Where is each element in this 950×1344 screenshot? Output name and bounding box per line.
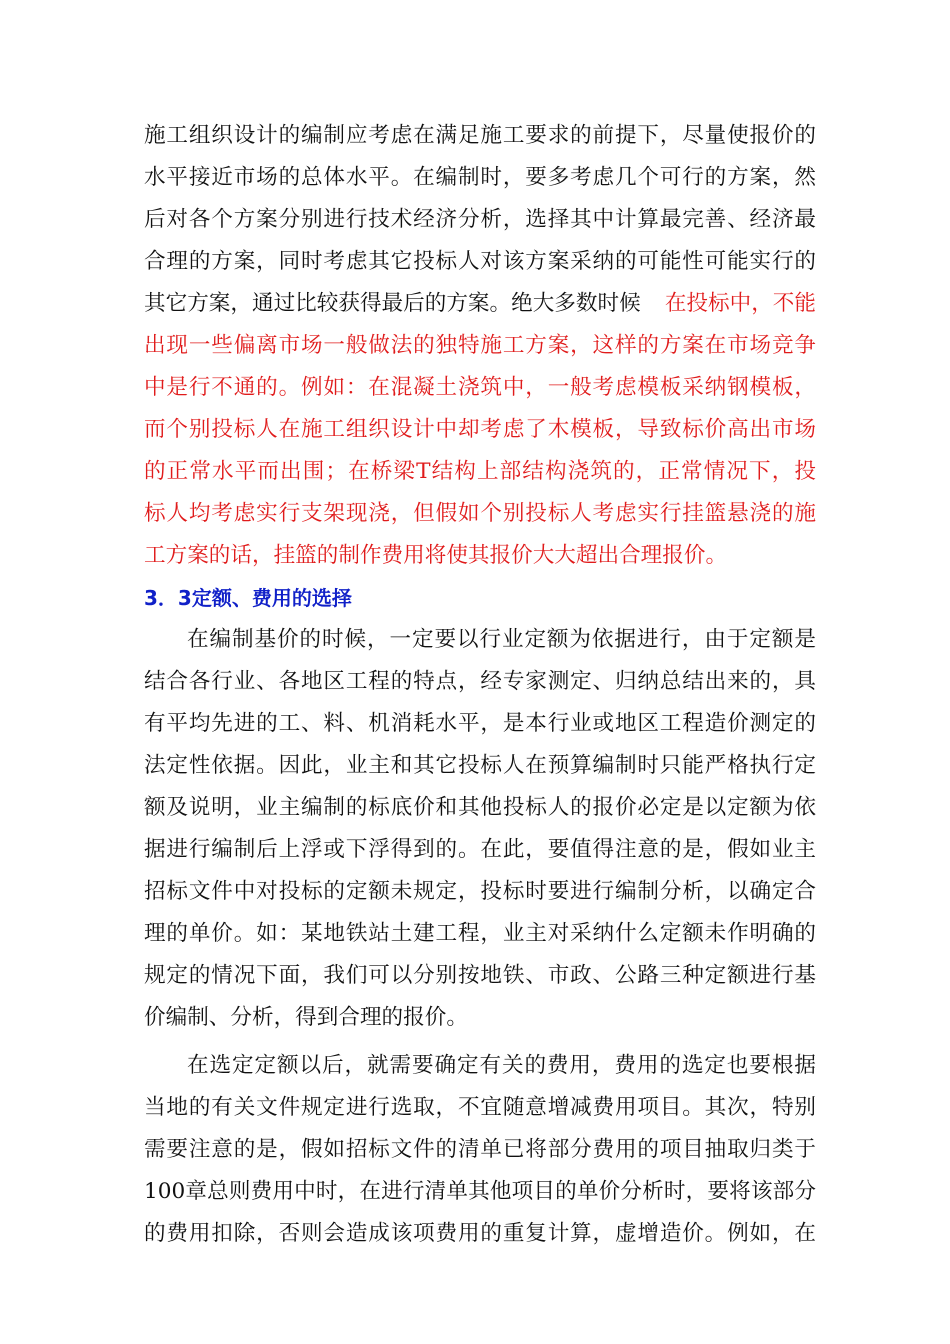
text-line: 价编制、分析，得到合理的报价。 <box>144 1005 468 1030</box>
highlighted-text-line: 中是行不通的。例如：在混凝土浇筑中，一般考虑模板采纳钢模板， <box>144 375 816 400</box>
section-heading: 3．3定额、费用的选择 <box>144 586 352 610</box>
text-line: 100章总则费用中时，在进行清单其他项目的单价分析时，要将该部分 <box>144 1179 816 1204</box>
highlighted-text-line: 工方案的话，挂篮的制作费用将使其报价大大超出合理报价。 <box>144 543 728 568</box>
text-line: 有平均先进的工、料、机消耗水平，是本行业或地区工程造价测定的 <box>144 711 816 736</box>
highlighted-text-segment: 在投标中，不能 <box>664 291 816 316</box>
text-line: 的费用扣除，否则会造成该项费用的重复计算，虚增造价。例如，在 <box>144 1221 816 1246</box>
text-line: 额及说明，业主编制的标底价和其他投标人的报价必定是以定额为依 <box>144 795 816 820</box>
highlighted-text-line: 标人均考虑实行支架现浇，但假如个别投标人考虑实行挂篮悬浇的施 <box>144 501 816 526</box>
text-line: 在选定定额以后，就需要确定有关的费用，费用的选定也要根据 <box>187 1053 816 1078</box>
text-line: 需要注意的是，假如招标文件的清单已将部分费用的项目抽取归类于 <box>144 1137 816 1162</box>
text-line: 结合各行业、各地区工程的特点，经专家测定、归纳总结出来的，具 <box>144 669 816 694</box>
text-line: 据进行编制后上浮或下浮得到的。在此，要值得注意的是，假如业主 <box>144 837 816 862</box>
text-line: 招标文件中对投标的定额未规定，投标时要进行编制分析，以确定合 <box>144 879 816 904</box>
text-line: 规定的情况下面，我们可以分别按地铁、市政、公路三种定额进行基 <box>144 963 816 988</box>
text-line: 理的单价。如：某地铁站土建工程，业主对采纳什么定额未作明确的 <box>144 921 816 946</box>
highlighted-text-line: 的正常水平而出围；在桥梁T结构上部结构浇筑的，正常情况下，投 <box>144 459 816 484</box>
highlighted-text-line: 而个别投标人在施工组织设计中却考虑了木模板，导致标价高出市场 <box>144 417 816 442</box>
text-line: 后对各个方案分别进行技术经济分析，选择其中计算最完善、经济最 <box>144 207 816 232</box>
text-line: 当地的有关文件规定进行选取，不宜随意增减费用项目。其次，特别 <box>144 1095 816 1120</box>
text-line: 施工组织设计的编制应考虑在满足施工要求的前提下，尽量使报价的 <box>144 123 816 148</box>
highlighted-text-line: 出现一些偏离市场一般做法的独特施工方案，这样的方案在市场竞争 <box>144 333 816 358</box>
text-line: 水平接近市场的总体水平。在编制时，要多考虑几个可行的方案，然 <box>144 165 816 190</box>
text-line: 法定性依据。因此，业主和其它投标人在预算编制时只能严格执行定 <box>144 753 816 778</box>
text-segment: 其它方案，通过比较获得最后的方案。绝大多数时候 <box>144 291 641 316</box>
mixed-text-line <box>144 286 816 322</box>
text-line: 在编制基价的时候，一定要以行业定额为依据进行，由于定额是 <box>187 627 816 652</box>
text-line: 合理的方案，同时考虑其它投标人对该方案采纳的可能性可能实行的 <box>144 249 816 274</box>
